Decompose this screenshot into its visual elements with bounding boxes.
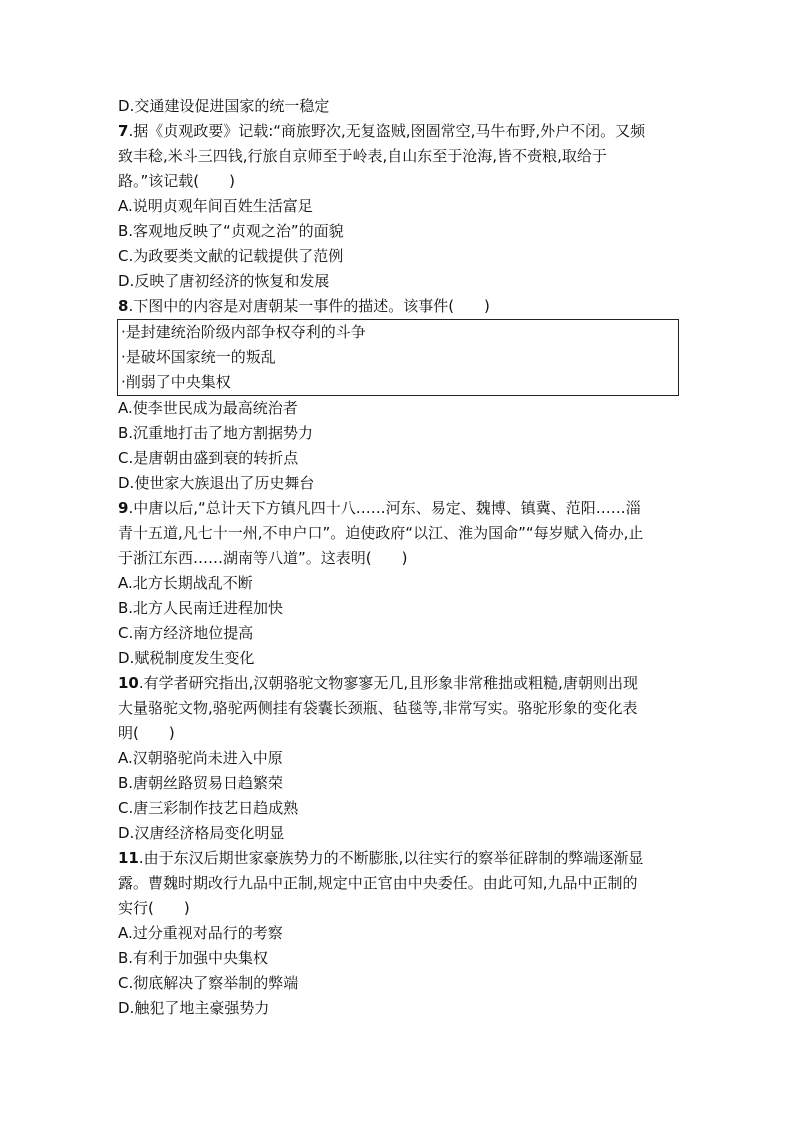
question-9	[118, 496, 688, 671]
question-7	[118, 119, 688, 294]
q9-stem-line-3: 于浙江东西……湖南等八道”。这表明( )	[118, 549, 408, 567]
q11-option-c[interactable]: C.彻底解决了察举制的弊端	[118, 974, 299, 992]
q11-stem-line-3: 实行( )	[118, 899, 190, 917]
q8-option-c[interactable]: C.是唐朝由盛到衰的转折点	[118, 449, 299, 467]
q10-stem-line-2: 大量骆驼文物,骆驼两侧挂有袋囊长颈瓶、毡毯等,非常写实。骆驼形象的变化表	[118, 699, 638, 717]
q10-option-c[interactable]: C.唐三彩制作技艺日趋成熟	[118, 799, 299, 817]
question-10	[118, 671, 688, 846]
q11-option-b[interactable]: B.有利于加强中央集权	[118, 949, 269, 967]
q10-stem-line-1: 10.有学者研究指出,汉朝骆驼文物寥寥无几,且形象非常稚拙或粗糙,唐朝则出现	[118, 674, 638, 692]
q7-number: 7	[118, 122, 129, 140]
question-list	[118, 94, 688, 1021]
q9-stem-line-2: 青十五道,凡七十一州,不申户口”。迫使政府“以江、淮为国命”“每岁赋入倚办,止	[118, 524, 644, 542]
q7-stem-line-2: 致丰稔,米斗三四钱,行旅自京师至于岭表,自山东至于沧海,皆不赍粮,取给于	[118, 147, 607, 165]
q8-number: 8	[118, 297, 129, 315]
q10-stem-line-3: 明( )	[118, 724, 175, 742]
q6-option-d: D.交通建设促进国家的统一稳定	[118, 97, 330, 115]
q11-stem-line-1: 11.由于东汉后期世家豪族势力的不断膨胀,以往实行的察举征辟制的弊端逐渐显	[118, 849, 644, 867]
q7-option-b[interactable]: B.客观地反映了“贞观之治”的面貌	[118, 222, 344, 240]
q10-number: 10	[118, 674, 139, 692]
q7-option-d[interactable]: D.反映了唐初经济的恢复和发展	[118, 272, 330, 290]
q8-option-a[interactable]: A.使李世民成为最高统治者	[118, 399, 298, 417]
q7-option-a[interactable]: A.说明贞观年间百姓生活富足	[118, 197, 313, 215]
q10-option-d[interactable]: D.汉唐经济格局变化明显	[118, 824, 285, 842]
q9-stem-line-1: 9.中唐以后,“总计天下方镇凡四十八……河东、易定、魏博、镇冀、范阳……淄	[118, 499, 641, 517]
q10-option-b[interactable]: B.唐朝丝路贸易日趋繁荣	[118, 774, 284, 792]
q7-option-c[interactable]: C.为政要类文献的记载提供了范例	[118, 247, 344, 265]
q9-option-a[interactable]: A.北方长期战乱不断	[118, 574, 253, 592]
q9-option-d[interactable]: D.赋税制度发生变化	[118, 649, 255, 667]
q8-box-item-1: ·是封建统治阶级内部争权夺利的斗争	[121, 323, 366, 341]
question-8	[118, 294, 688, 496]
q11-stem-line-2: 露。曹魏时期改行九品中正制,规定中正官由中央委任。由此可知,九品中正制的	[118, 874, 638, 892]
q7-stem-line-3: 路。”该记载( )	[118, 172, 235, 190]
q8-box-item-2: ·是破坏国家统一的叛乱	[121, 348, 276, 366]
q8-option-d[interactable]: D.使世家大族退出了历史舞台	[118, 474, 315, 492]
q10-option-a[interactable]: A.汉朝骆驼尚未进入中原	[118, 749, 283, 767]
q11-number: 11	[118, 849, 139, 867]
q11-option-a[interactable]: A.过分重视对品行的考察	[118, 924, 283, 942]
q7-stem-line-1: 7.据《贞观政要》记载:“商旅野次,无复盗贼,囹圄常空,马牛布野,外户不闭。又频	[118, 122, 646, 140]
q9-option-b[interactable]: B.北方人民南迁进程加快	[118, 599, 284, 617]
q9-number: 9	[118, 499, 129, 517]
q11-option-d[interactable]: D.触犯了地主豪强势力	[118, 999, 270, 1017]
q8-box-item-3: ·削弱了中央集权	[121, 373, 231, 391]
q8-description-box	[117, 319, 679, 396]
q9-option-c[interactable]: C.南方经济地位提高	[118, 624, 254, 642]
q8-option-b[interactable]: B.沉重地打击了地方割据势力	[118, 424, 314, 442]
question-11	[118, 846, 688, 1021]
q8-stem: 8.下图中的内容是对唐朝某一事件的描述。该事件( )	[118, 297, 490, 315]
